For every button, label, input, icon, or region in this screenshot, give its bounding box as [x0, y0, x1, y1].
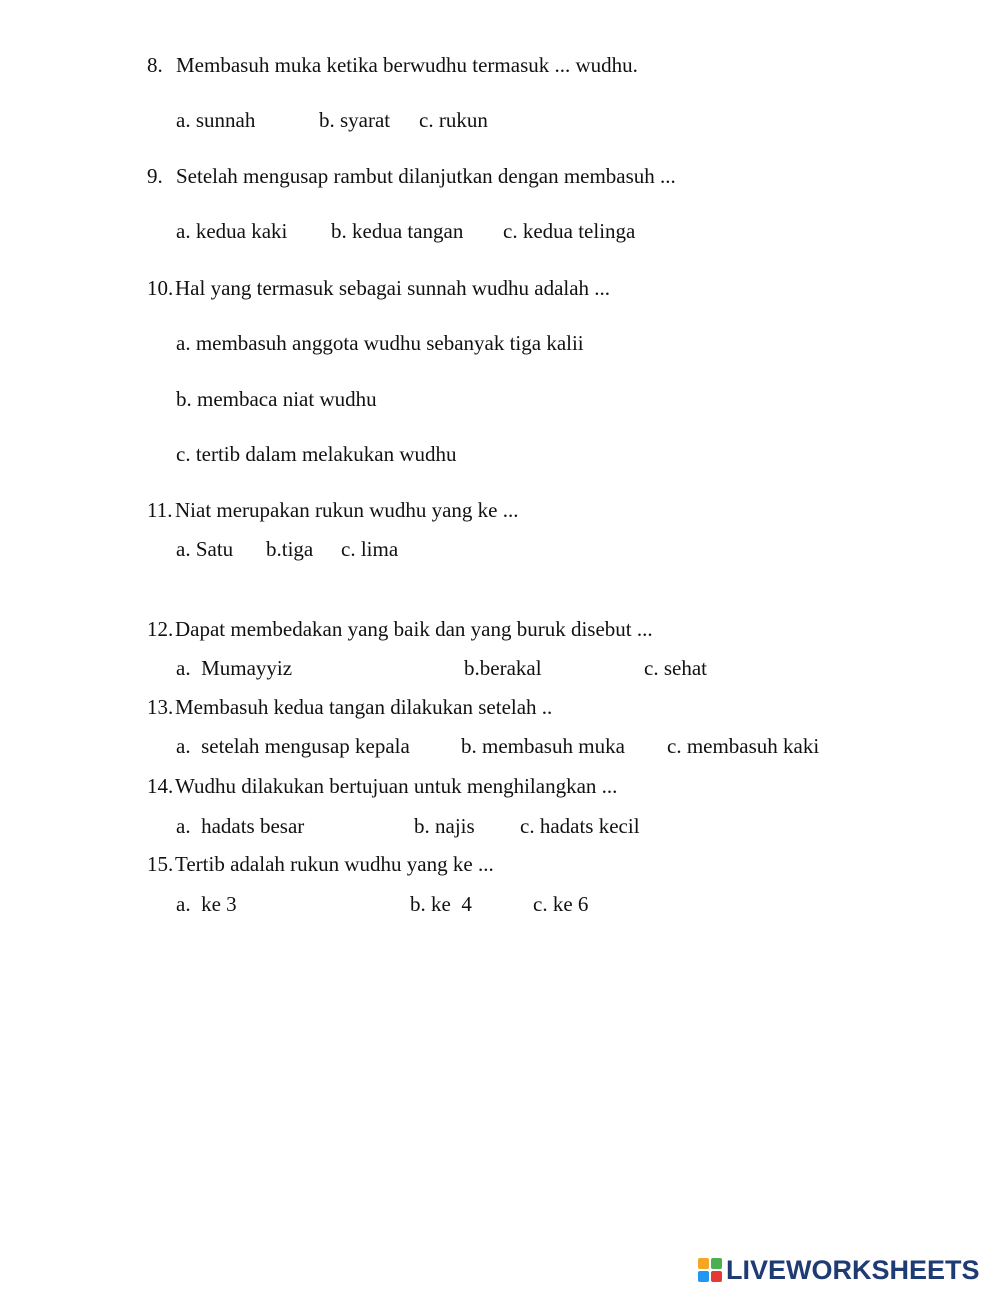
option-a[interactable]: a. Mumayyiz [176, 656, 293, 680]
logo-square-icon [711, 1258, 722, 1269]
question-text: Tertib adalah rukun wudhu yang ke ... [175, 852, 494, 876]
watermark-text: LIVEWORKSHEETS [726, 1255, 980, 1285]
question-number: 12. [147, 617, 174, 641]
option-c[interactable]: c. kedua telinga [503, 219, 636, 243]
logo-square-icon [698, 1258, 709, 1269]
option-b[interactable]: b. syarat [319, 108, 391, 132]
logo-square-icon [711, 1271, 722, 1282]
option-c[interactable]: c. membasuh kaki [667, 734, 820, 758]
option-c[interactable]: c. ke 6 [533, 892, 589, 916]
question-text: Wudhu dilakukan bertujuan untuk menghilangkan ... [175, 774, 618, 798]
liveworksheets-watermark [698, 1256, 980, 1284]
option-b[interactable]: b. membasuh muka [461, 734, 625, 758]
question-text: Membasuh kedua tangan dilakukan setelah .. [175, 695, 553, 719]
question-number: 13. [147, 695, 174, 719]
option-c[interactable]: c. hadats kecil [520, 814, 640, 838]
question-number: 9. [147, 164, 163, 188]
option-b[interactable]: b.tiga [266, 537, 314, 561]
option-a[interactable]: a. sunnah [176, 108, 256, 132]
question-number: 15. [147, 852, 174, 876]
option-b[interactable]: b. membaca niat wudhu [176, 387, 377, 411]
option-b[interactable]: b. kedua tangan [331, 219, 464, 243]
option-c[interactable]: c. sehat [644, 656, 707, 680]
option-b[interactable]: b. najis [414, 814, 475, 838]
option-a[interactable]: a. setelah mengusap kepala [176, 734, 410, 758]
logo-square-icon [698, 1271, 709, 1282]
option-a[interactable]: a. membasuh anggota wudhu sebanyak tiga kalii [176, 331, 584, 355]
option-b[interactable]: b.berakal [464, 656, 542, 680]
question-number: 14. [147, 774, 174, 798]
question-text: Niat merupakan rukun wudhu yang ke ... [175, 498, 519, 522]
option-a[interactable]: a. ke 3 [176, 892, 237, 916]
option-c[interactable]: c. tertib dalam melakukan wudhu [176, 442, 457, 466]
option-b[interactable]: b. ke 4 [410, 892, 472, 916]
question-number: 11. [147, 498, 173, 522]
question-number: 8. [147, 53, 163, 77]
option-c[interactable]: c. rukun [419, 108, 488, 132]
option-a[interactable]: a. hadats besar [176, 814, 305, 838]
question-text: Hal yang termasuk sebagai sunnah wudhu adalah ... [175, 276, 611, 300]
question-number: 10. [147, 276, 174, 300]
option-c[interactable]: c. lima [341, 537, 399, 561]
liveworksheets-logo-icon [698, 1258, 722, 1282]
option-a[interactable]: a. Satu [176, 537, 234, 561]
question-text: Setelah mengusap rambut dilanjutkan dengan membasuh ... [176, 164, 676, 188]
option-a[interactable]: a. kedua kaki [176, 219, 288, 243]
question-text: Dapat membedakan yang baik dan yang buruk disebut ... [175, 617, 653, 641]
question-text: Membasuh muka ketika berwudhu termasuk ... wudhu. [176, 53, 638, 77]
